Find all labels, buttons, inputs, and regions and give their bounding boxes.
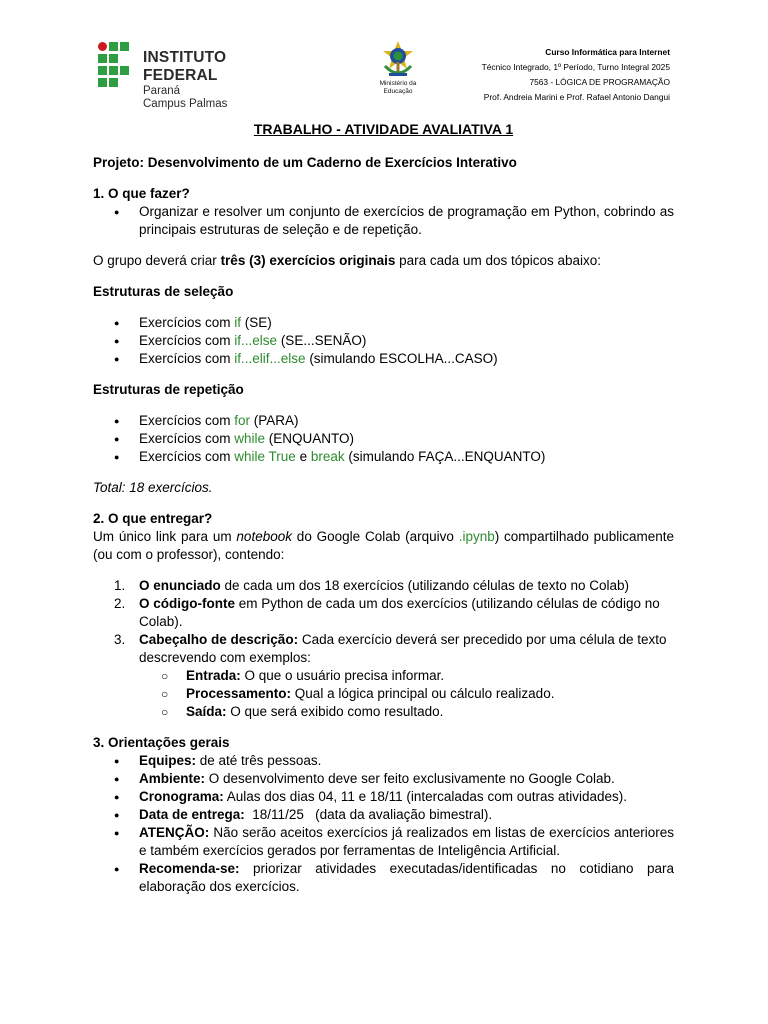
list-item: ● Cronograma: Aulas dos dias 04, 11 e 18/11 (intercaladas com outras atividades). — [93, 788, 674, 806]
ministry-caption: Ministério da Educação — [379, 80, 417, 95]
total-note: Total: 18 exercícios. — [93, 480, 213, 495]
repetition-heading: Estruturas de repetição — [93, 382, 244, 397]
section-1-list — [93, 203, 674, 239]
list-item: 3. Cabeçalho de descrição: Cada exercício deverá ser precedido por uma célula de texto descrevendo com exemplos: — [114, 632, 667, 665]
list-item: ○ Processamento: Qual a lógica principal ou cálculo realizado. — [93, 685, 674, 703]
description-sublist — [93, 667, 674, 721]
selection-heading: Estruturas de seleção — [93, 284, 234, 299]
guidelines-list — [93, 752, 674, 896]
list-item: ● Equipes: de até três pessoas. — [93, 752, 674, 770]
section-2-heading: 2. O que entregar? — [93, 511, 213, 526]
institution-campus: Campus Palmas — [143, 98, 228, 110]
list-item: ○ Entrada: O que o usuário precisa informar. — [93, 667, 674, 685]
list-item: ● Exercícios com for (PARA) — [93, 412, 674, 430]
list-item: ● Exercícios com if (SE) — [93, 314, 674, 332]
list-item: ● Ambiente: O desenvolvimento deve ser feito exclusivamente no Google Colab. — [93, 770, 674, 788]
document-header — [0, 0, 768, 110]
ministerio-educacao-logo — [366, 40, 430, 96]
course-info — [482, 45, 670, 105]
list-item: ● Exercícios com if...elif...else (simulando ESCOLHA...CASO) — [93, 350, 674, 368]
list-item: ● Exercícios com if...else (SE...SENÃO) — [93, 332, 674, 350]
deliverables-list — [93, 577, 674, 667]
repetition-list — [93, 412, 674, 466]
list-item: 2. O código-fonte em Python de cada um dos exercícios (utilizando células de código no Colab). — [114, 596, 660, 629]
section-1-heading: 1. O que fazer? — [93, 186, 190, 201]
coat-of-arms-icon — [379, 40, 417, 80]
course-line-4: Prof. Andreia Marini e Prof. Rafael Antonio Dangui — [483, 92, 670, 102]
section-3-heading: 3. Orientações gerais — [93, 735, 230, 750]
selection-list — [93, 314, 674, 368]
section-2-intro: Um único link para um notebook do Google Colab (arquivo .ipynb) compartilhado publicamente (ou com o professor), contendo: — [93, 529, 674, 562]
if-logo-icon — [98, 42, 130, 90]
list-item: ● ATENÇÃO: Não serão aceitos exercícios já realizados em listas de exercícios anteriores e também exercícios gerados por ferramentas de Inteligência Artificial. — [93, 824, 674, 860]
list-item: ● Recomenda-se: priorizar atividades executadas/identificadas no cotidiano para elaboração dos exercícios. — [93, 860, 674, 896]
document-body — [93, 120, 674, 896]
list-item: ● Exercícios com while (ENQUANTO) — [93, 430, 674, 448]
list-item: ○ Saída: O que será exibido como resultado. — [93, 703, 674, 721]
institution-name: INSTITUTO FEDERAL — [143, 49, 227, 84]
instituto-federal-logo — [98, 42, 298, 110]
list-item: 1. O enunciado de cada um dos 18 exercícios (utilizando células de texto no Colab) — [114, 578, 629, 593]
document-title: TRABALHO - ATIVIDADE AVALIATIVA 1 — [253, 121, 514, 137]
course-title: Curso Informática para Internet — [545, 47, 670, 57]
list-item: ● Data de entrega: 18/11/25 (data da avaliação bimestral). — [93, 806, 674, 824]
project-title: Projeto: Desenvolvimento de um Caderno de Exercícios Interativo — [93, 155, 517, 170]
list-item: ● Exercícios com while True e break (simulando FAÇA...ENQUANTO) — [93, 448, 674, 466]
list-item: ● Organizar e resolver um conjunto de exercícios de programação em Python, cobrindo as principais estruturas de seleção e de repetição. — [93, 203, 674, 239]
course-line-3: 7563 - LÓGICA DE PROGRAMAÇÃO — [529, 77, 670, 87]
course-line-2: Técnico Integrado, 1º Período, Turno Integral 2025 — [481, 62, 670, 72]
institution-state: Paraná — [143, 85, 181, 97]
section-1-intro: O grupo deverá criar três (3) exercícios originais para cada um dos tópicos abaixo: — [93, 253, 602, 268]
